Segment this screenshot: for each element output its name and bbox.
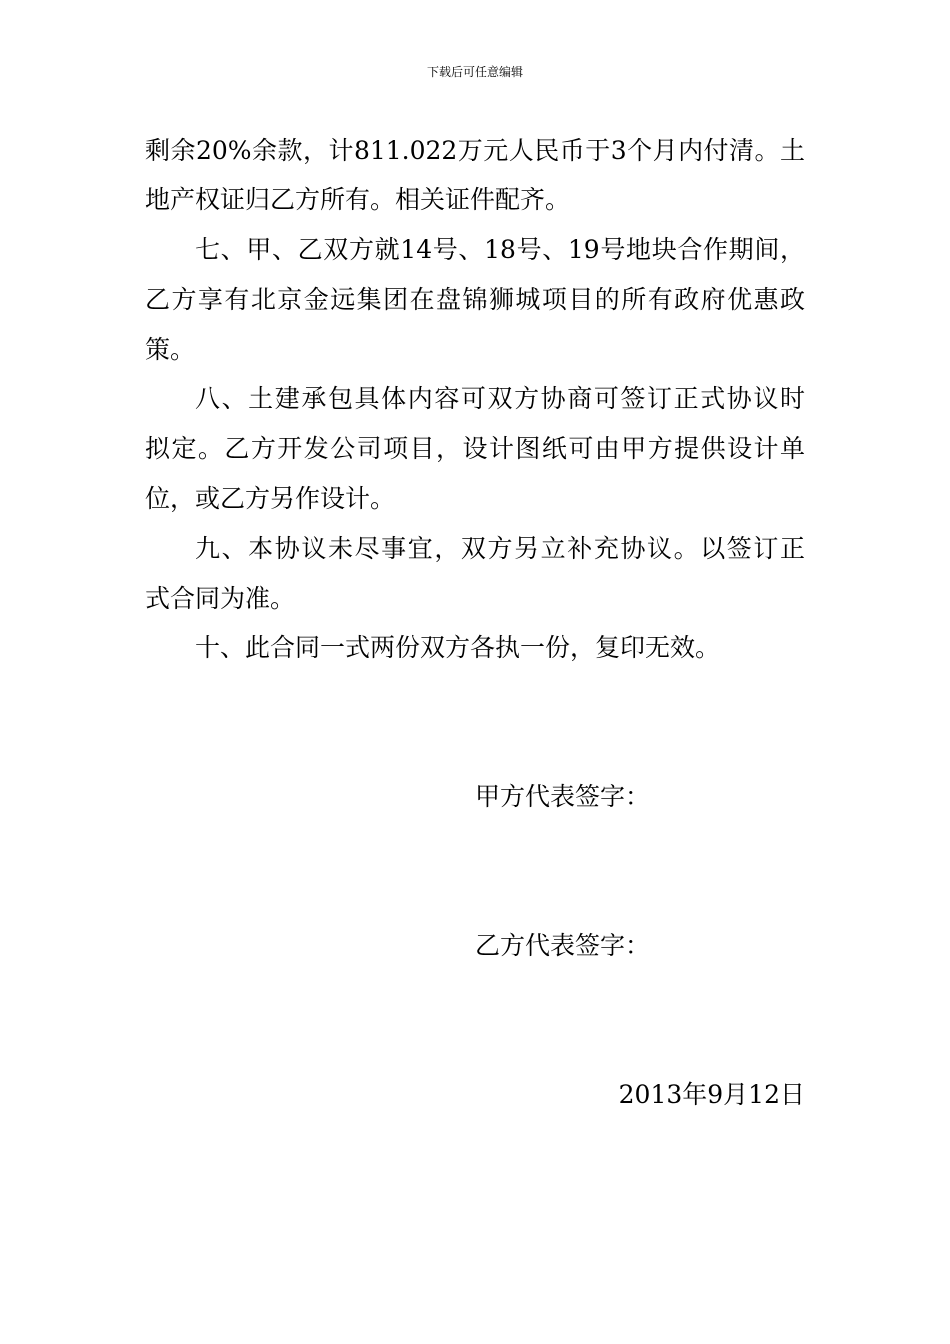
party-a-signature-label: 甲方代表签字： [475,782,651,811]
clause-seven-line-2: 乙方享有北京金远集团在盘锦狮城项目的所有政府优惠政 [145,285,805,314]
party-b-signature-label: 乙方代表签字： [475,931,651,960]
clause-nine-line-2: 式合同为准。 [145,584,296,613]
clause-nine-line-1: 九、本协议未尽事宜，双方另立补充协议。以签订正 [195,534,805,563]
clause-seven-line-1: 七、甲、乙双方就14号、18号、19号地块合作期间， [195,235,805,264]
clause-eight-line-3: 位，或乙方另作设计。 [145,484,396,513]
clause-seven-line-3: 策。 [145,335,196,364]
clause-eight-line-2: 拟定。乙方开发公司项目，设计图纸可由甲方提供设计单 [145,434,805,463]
document-date: 2013年9月12日 [618,1080,805,1109]
clause-ten-line-1: 十、此合同一式两份双方各执一份，复印无效。 [195,633,721,662]
page-header-note: 下载后可任意编辑 [426,65,523,79]
clause-eight-line-1: 八、土建承包具体内容可双方协商可签订正式协议时 [195,384,805,413]
clause-six-continued-line-1: 剩余20%余款，计811.022万元人民币于3个月内付清。土 [145,136,805,165]
clause-six-continued-line-2: 地产权证归乙方所有。相关证件配齐。 [145,185,571,214]
